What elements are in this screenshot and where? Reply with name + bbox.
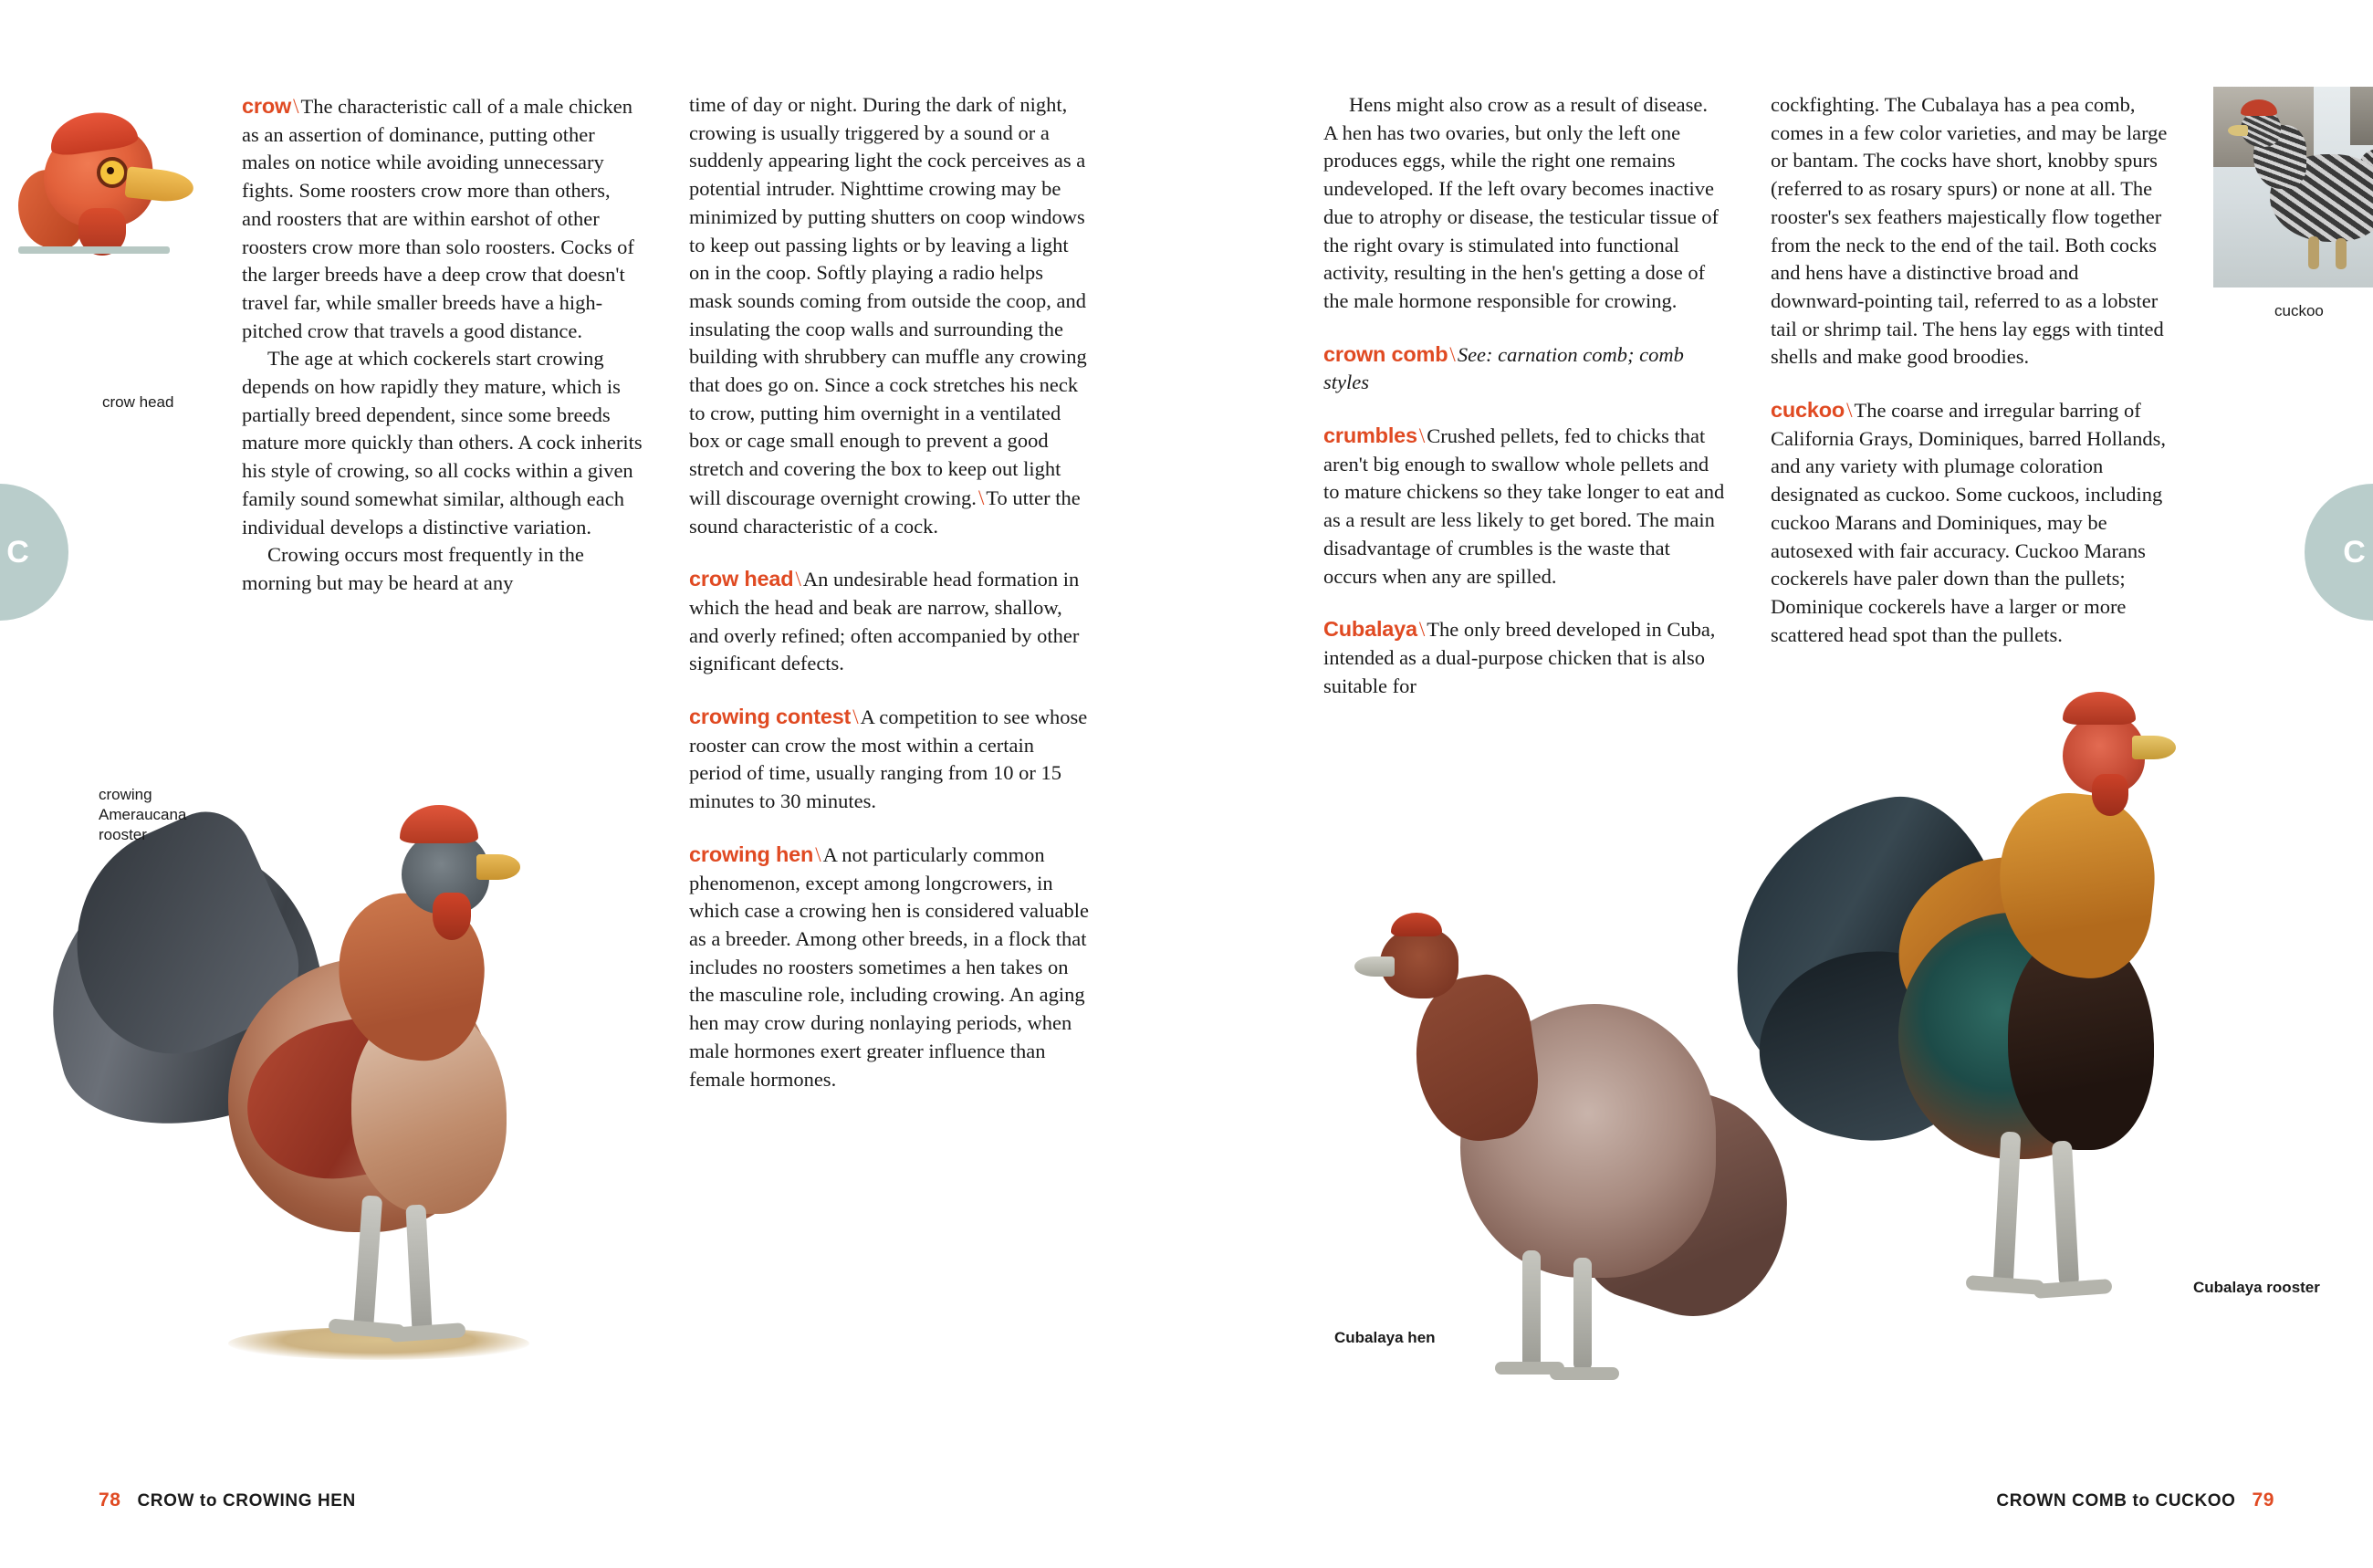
left-page xyxy=(0,0,1186,1568)
term-crowing-hen-slash: \ xyxy=(815,842,821,866)
left-column-2 xyxy=(689,91,1091,1093)
cuckoo-photo-shed-right xyxy=(2350,87,2373,145)
term-crowing-contest: crowing contest xyxy=(689,705,852,729)
folio-left-head-start: CROW xyxy=(137,1491,195,1511)
entry-crow-head xyxy=(689,564,1091,678)
caption-cubalaya-hen: Cubalaya hen xyxy=(1334,1329,1436,1346)
entry-cubalaya-continuation-text: cockfighting. The Cubalaya has a pea comb, comes in a few color varieties, and may be large or bantam. The cocks have short, knobby spurs (referred to as rosary spurs) or none at all. The rooster's sex feathers majestically flow together from the neck to the end of the tail. Both cocks and hens have a distinctive broad and downward-pointing tail, referred to as a lobster tail or shrimp tail. The hens lay eggs with tinted shells and make good broodies. xyxy=(1771,93,2168,369)
cubalaya-hen-foot-right xyxy=(1550,1367,1619,1380)
folio-right-head-to: to xyxy=(2132,1491,2150,1511)
folio-right-number: 79 xyxy=(2252,1490,2274,1511)
entry-crowing-hen-continued xyxy=(1323,91,1725,316)
caption-cuckoo: cuckoo xyxy=(2274,302,2324,319)
thumb-tab-left-letter: C xyxy=(6,534,30,570)
entry-crow-text-1: The characteristic call of a male chicken as an assertion of dominance, putting other males on notice while avoiding unnecessary fights. Some roosters crow more than others, and roosters that are within earshot of other roosters crow more than solo roosters. Cocks of the larger breeds have a deep crow that doesn't travel far, while smaller breeds have a high-pitched crow that travels a good distance. xyxy=(242,95,634,342)
cuckoo-hen-leg-left xyxy=(2308,236,2319,269)
entry-crow-continuation xyxy=(689,91,1091,540)
entry-crow-para-2: The age at which cockerels start crowing depends on how rapidly they mature, which is partially breed dependent, since some breeds mature more quickly than others. A cock inherits his style of crowing, so all cocks within a given family sound somewhat similar, although each individual develops a distinctive variation. xyxy=(242,347,643,538)
folio-left-head-end: CROWING HEN xyxy=(222,1491,356,1511)
crow-head-illustration xyxy=(13,110,204,256)
rooster-leg-right xyxy=(405,1205,432,1333)
folio-right-head-end: CUCKOO xyxy=(2155,1491,2236,1511)
cubalaya-hen-leg-right xyxy=(1573,1258,1592,1371)
term-crow-head: crow head xyxy=(689,567,794,591)
entry-crown-comb xyxy=(1323,340,1725,397)
entry-crowing-contest xyxy=(689,702,1091,816)
term-cubalaya-slash: \ xyxy=(1418,618,1426,642)
term-crumbles-slash: \ xyxy=(1418,424,1426,448)
cubalaya-hen-leg-left xyxy=(1522,1250,1541,1369)
cubalaya-rooster-leg-right xyxy=(2052,1141,2079,1288)
caption-crowing-rooster: crowing Ameraucana rooster xyxy=(99,786,187,843)
entry-crowing-hen xyxy=(689,840,1091,1093)
thumb-tab-right-letter: C xyxy=(2343,534,2367,570)
right-continuation-text: Hens might also crow as a result of disease. A hen has two ovaries, but only the left one produces eggs, while the right one remains undeveloped. If the left ovary becomes inactive due to atrophy or disease, the testicular tissue of the right ovary is stimulated into functional activity, resulting in the hen's getting a dose of the male hormone responsible for crowing. xyxy=(1323,93,1720,312)
term-cubalaya: Cubalaya xyxy=(1323,617,1417,642)
entry-crumbles-text: Crushed pellets, fed to chicks that aren't big enough to swallow whole pellets and to mature chickens so they take longer to eat and as a result are less likely to get bored. The main disadvantage of crumbles is the waste that occurs when any are spilled. xyxy=(1323,424,1725,588)
entry-crow-continuation-slash: \ xyxy=(977,486,985,509)
term-cuckoo: cuckoo xyxy=(1771,398,1845,423)
entry-crow-head-text: An undesirable head formation in which the head and beak are narrow, shallow, and overly refined; often accompanied by other significant defects. xyxy=(689,568,1080,675)
cubalaya-rooster-illustration xyxy=(1734,675,2209,1442)
folio-left-number: 78 xyxy=(99,1490,121,1511)
entry-cubalaya xyxy=(1323,614,1725,700)
cubalaya-rooster-beak xyxy=(2132,736,2176,759)
folio-right-head-start: CROWN COMB xyxy=(1996,1491,2127,1511)
entry-crown-comb-text: See: carnation comb; comb styles xyxy=(1323,342,1684,394)
cuckoo-photo xyxy=(2213,87,2373,287)
cuckoo-hen-leg-right xyxy=(2336,238,2347,269)
term-crowing-contest-slash: \ xyxy=(852,706,859,729)
caption-cubalaya-rooster: Cubalaya rooster xyxy=(2193,1279,2320,1296)
term-cuckoo-slash: \ xyxy=(1846,399,1853,423)
cuckoo-hen-beak xyxy=(2228,125,2248,136)
entry-crowing-hen-text: A not particularly common phenomenon, except among longcrowers, in which case a crowing hen is considered valuable as a breeder. Among other breeds, in a flock that includes no roosters sometimes a hen takes on the masculine role, including crowing. An aging hen may crow during nonlaying periods, when male hormones exert greater influence than female hormones. xyxy=(689,842,1089,1091)
term-crow-head-slash: \ xyxy=(795,568,801,591)
folio-left-head-to: to xyxy=(199,1491,218,1511)
right-column-1 xyxy=(1323,91,1725,700)
left-page-columns xyxy=(242,91,1091,1093)
cubalaya-hen-beak xyxy=(1354,956,1395,977)
crow-head-eye xyxy=(97,157,128,188)
term-crow: crow xyxy=(242,94,292,118)
term-crown-comb-slash: \ xyxy=(1449,342,1456,366)
entry-crumbles xyxy=(1323,421,1725,591)
folio-left xyxy=(99,1490,356,1511)
term-crumbles: crumbles xyxy=(1323,423,1417,448)
entry-cubalaya-continued xyxy=(1771,91,2172,371)
entry-cuckoo-text: The coarse and irregular barring of California Grays, Dominiques, barred Hollands, and any variety with plumage coloration designated as cuckoo. Some cuckoos, including cuckoo Marans and Dominiques, may be autosexed with fair accuracy. Cuckoo Marans cockerels have paler down than the pullets; Dominique cockerels have a larger or more scattered head spot than the pullets. xyxy=(1771,399,2167,646)
folio-right xyxy=(1996,1490,2274,1511)
caption-crow-head: crow head xyxy=(102,393,174,411)
cubalaya-hen-comb xyxy=(1391,913,1442,936)
term-crowing-hen: crowing hen xyxy=(689,841,814,866)
entry-crow-continuation-tail: To utter the sound characteristic of a cock. xyxy=(689,486,1081,538)
entry-crow xyxy=(242,91,643,598)
left-column-1 xyxy=(242,91,643,1093)
crow-head-baseline xyxy=(18,246,170,254)
entry-crowing-contest-text: A competition to see whose rooster can crow the most within a certain period of time, usually ranging from 10 or 15 minutes to 30 minutes. xyxy=(689,706,1088,813)
cubalaya-rooster-wattle xyxy=(2092,774,2128,816)
entry-crow-para-1 xyxy=(242,91,643,345)
term-crown-comb: crown comb xyxy=(1323,341,1448,366)
right-page-columns xyxy=(1323,91,2172,700)
right-column-2 xyxy=(1771,91,2172,700)
entry-crow-continued xyxy=(689,91,1091,540)
entry-crow-continuation-text: time of day or night. During the dark of night, crowing is usually triggered by a sound or a suddenly appearing light the cock perceives as a potential intruder. Nighttime crowing may be minimized by putting shutters on coop windows to keep out passing lights or by leaving a light on in the coop. Softly playing a radio helps mask sounds coming from outside the coop, and insulating the coop walls and surrounding the building with shrubbery can muffle any crowing that does go on. Since a cock stretches his neck to crow, putting him overnight in a ventilated box or cage small enough to prevent a good stretch and covering the box to keep out light will discourage overnight crowing. xyxy=(689,93,1087,509)
term-crow-slash: \ xyxy=(293,95,299,118)
cubalaya-rooster-foot-right xyxy=(2033,1279,2113,1299)
right-page xyxy=(1186,0,2373,1568)
entry-crow-para-3: Crowing occurs most frequently in the morning but may be heard at any xyxy=(242,543,584,594)
entry-cubalaya-text: The only breed developed in Cuba, intended as a dual-purpose chicken that is also suitable for xyxy=(1323,618,1716,697)
entry-cuckoo xyxy=(1771,395,2172,649)
thumb-tab-left xyxy=(0,484,68,621)
thumb-tab-right xyxy=(2305,484,2373,621)
